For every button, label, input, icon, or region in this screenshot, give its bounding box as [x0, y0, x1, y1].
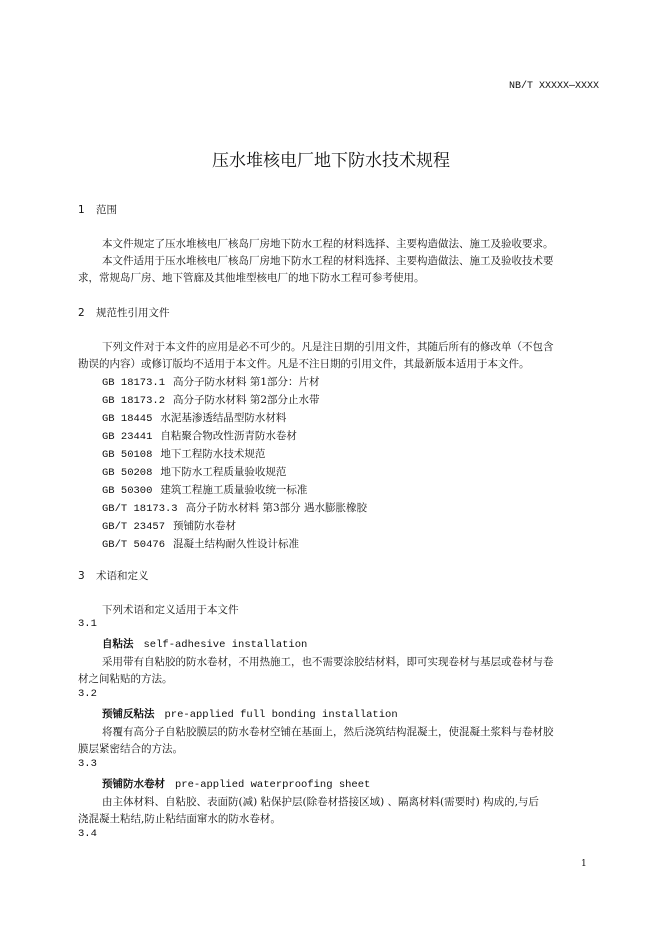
term-chinese: 预铺防水卷材 — [102, 778, 165, 790]
reference-code: GB 18173.1 — [102, 377, 166, 389]
term-chinese: 自粘法 — [102, 638, 134, 650]
reference-item — [102, 410, 286, 425]
scope-paragraph-2-line-1: 本文件适用于压水堆核电厂核岛厂房地下防水工程的材料选择、主要构造做法、施工及验收技术要 — [102, 255, 554, 267]
reference-title: 水泥基渗透结晶型防水材料 — [160, 412, 287, 424]
reference-title: 高分子防水材料 第2部分止水带 — [173, 394, 320, 406]
reference-item — [102, 464, 286, 479]
reference-title: 高分子防水材料 第1部分：片材 — [173, 376, 320, 388]
term-heading — [102, 776, 370, 791]
reference-title: 自粘聚合物改性沥青防水卷材 — [160, 430, 297, 442]
reference-code: GB 50108 — [102, 449, 153, 461]
reference-code: GB 50300 — [102, 485, 153, 497]
scope-paragraph-1: 本文件规定了压水堆核电厂核岛厂房地下防水工程的材料选择、主要构造做法、施工及验收要求。 — [102, 238, 554, 250]
section-title: 范围 — [96, 204, 117, 216]
reference-code: GB 18173.2 — [102, 395, 166, 407]
reference-title: 混凝土结构耐久性设计标准 — [173, 538, 300, 550]
term-english: pre-applied full bonding installation — [164, 709, 398, 721]
term-definition-line-1: 由主体材料、自粘胶、表面防(减) 粘保护层(除卷材搭接区域) 、隔离材料(需要时) 构成的,与后 — [102, 796, 539, 808]
page-number: 1 — [581, 859, 587, 869]
term-definition-line-2: 膜层紧密结合的方法。 — [78, 743, 183, 755]
section-title: 规范性引用文件 — [96, 307, 170, 319]
normative-intro-line-1: 下列文件对于本文件的应用是必不可少的。凡是注日期的引用文件，其随后所有的修改单（不包含 — [102, 341, 554, 353]
reference-item — [102, 500, 367, 515]
reference-title: 建筑工程施工质量验收统一标准 — [160, 484, 308, 496]
reference-item — [102, 374, 320, 389]
reference-item — [102, 446, 265, 461]
term-heading — [102, 636, 307, 651]
reference-title: 地下工程防水技术规范 — [160, 448, 266, 460]
term-definition-line-2: 浇混凝土粘结,防止粘结面窜水的防水卷材。 — [78, 813, 281, 825]
section-1-heading — [78, 202, 117, 217]
term-number: 3.1 — [78, 618, 97, 630]
section-3-heading — [78, 568, 149, 583]
document-title: 压水堆核电厂地下防水技术规程 — [212, 151, 450, 171]
reference-code: GB/T 23457 — [102, 521, 166, 533]
section-title: 术语和定义 — [96, 570, 149, 582]
scope-paragraph-2-line-2: 求，常规岛厂房、地下管廊及其他堆型核电厂的地下防水工程可参考使用。 — [78, 272, 425, 284]
normative-intro-line-2: 勘误的内容）或修订版均不适用于本文件。凡是不注日期的引用文件，其最新版本适用于本文件。 — [78, 358, 530, 370]
terms-intro: 下列术语和定义适用于本文件 — [102, 604, 239, 616]
reference-item — [102, 518, 236, 533]
term-definition-line-1: 将覆有高分子自粘胶膜层的防水卷材空铺在基面上，然后浇筑结构混凝土，使混凝土浆料与卷材胶 — [102, 726, 554, 738]
term-chinese: 预铺反粘法 — [102, 708, 155, 720]
section-number: 2 — [78, 307, 85, 319]
reference-title: 预铺防水卷材 — [173, 520, 237, 532]
reference-item — [102, 482, 307, 497]
term-heading — [102, 706, 398, 721]
term-definition-line-2: 材之间粘贴的方法。 — [78, 673, 173, 685]
section-number: 1 — [78, 204, 85, 216]
reference-title: 高分子防水材料 第3部分 遇水膨胀橡胶 — [185, 502, 367, 514]
reference-code: GB 50208 — [102, 467, 153, 479]
reference-code: GB/T 18173.3 — [102, 503, 178, 515]
term-number: 3.3 — [78, 758, 97, 770]
reference-code: GB/T 50476 — [102, 539, 166, 551]
term-number: 3.2 — [78, 688, 97, 700]
section-number: 3 — [78, 570, 85, 582]
reference-item — [102, 536, 299, 551]
term-number: 3.4 — [78, 828, 97, 840]
reference-code: GB 23441 — [102, 431, 153, 443]
reference-item — [102, 392, 320, 407]
term-definition-line-1: 采用带有自粘胶的防水卷材，不用热施工，也不需要涂胶结材料，即可实现卷材与基层或卷材与卷 — [102, 656, 554, 668]
reference-code: GB 18445 — [102, 413, 153, 425]
section-2-heading — [78, 305, 170, 320]
term-english: pre-applied waterproofing sheet — [175, 779, 371, 791]
document-code-header: NB/T XXXXX—XXXX — [508, 81, 599, 92]
reference-item — [102, 428, 297, 443]
reference-title: 地下防水工程质量验收规范 — [160, 466, 287, 478]
term-english: self-adhesive installation — [143, 639, 308, 651]
